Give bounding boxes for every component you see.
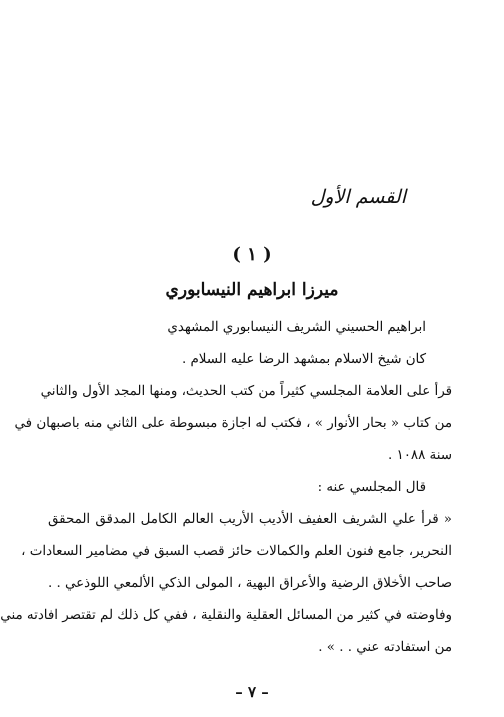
- body-line-quote-5: من استفادته عني . . » .: [318, 640, 452, 655]
- entry-title: ميرزا ابراهيم النيسابوري: [165, 280, 339, 300]
- body-line-year: سنة ١٠٨٨ .: [388, 448, 452, 463]
- page-number: – ٧ –: [235, 683, 269, 701]
- body-line-quote-4: وفاوضته في كثير من المسائل العقلية والنقلية ، ففي كل ذلك لم تقتصر افادته مني: [0, 608, 452, 623]
- body-line-quote-3: صاحب الأخلاق الرضية والأعراق البهية ، المولى الذكي الألمعي اللوذعي . .: [47, 576, 452, 591]
- body-line-quote-2: النحرير، جامع فنون العلم والكمالات حائز قصب السبق في مضامير السعادات ،: [21, 544, 452, 559]
- part-heading: القسم الأول: [310, 186, 406, 208]
- body-line-license: من كتاب « بحار الأنوار » ، فكتب له اجازة مبسوطة على الثاني منه باصبهان في: [14, 416, 452, 431]
- entry-body: [0, 312, 452, 664]
- body-line-position: كان شيخ الاسلام بمشهد الرضا عليه السلام .: [181, 352, 426, 367]
- body-line-quote-intro: قال المجلسي عنه :: [317, 480, 426, 495]
- body-line-study: قرأ على العلامة المجلسي كثيراً من كتب الحديث، ومنها المجد الأول والثاني: [40, 384, 452, 399]
- body-line-full-name: ابراهيم الحسيني الشريف النيسابوري المشهدي: [167, 320, 426, 335]
- body-line-quote-1: « قرأ علي الشريف العفيف الأديب الأريب العالم الكامل المدقق المحقق: [48, 512, 452, 527]
- entry-number: ( ١ ): [232, 244, 272, 265]
